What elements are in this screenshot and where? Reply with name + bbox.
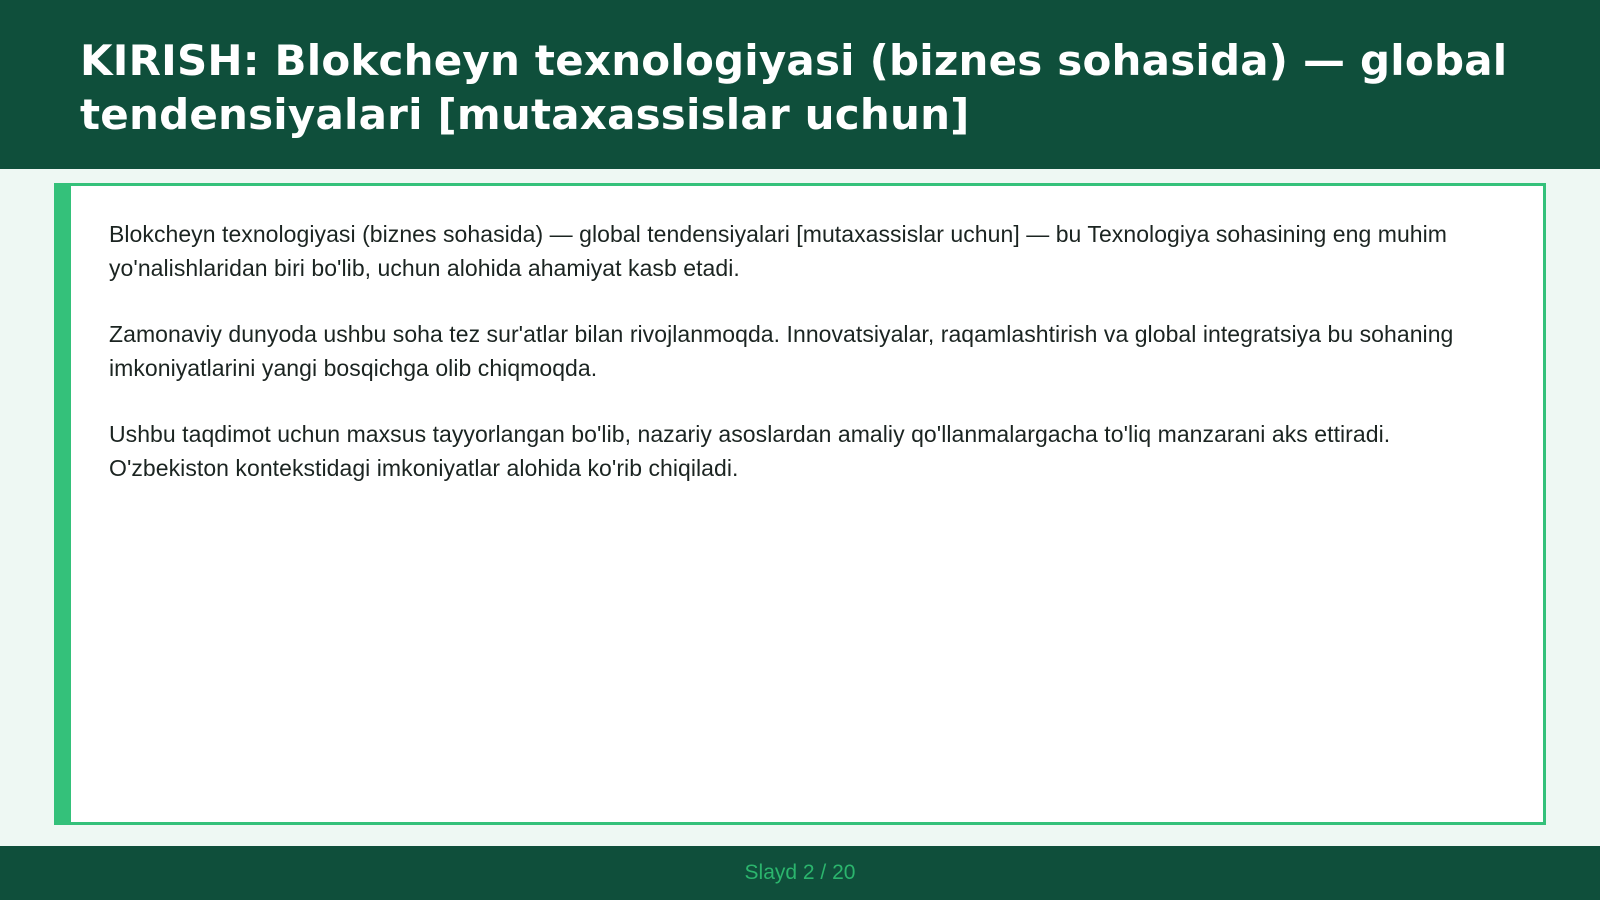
slide-number: Slayd 2 / 20 — [744, 861, 856, 884]
content-paragraph-3: Ushbu taqdimot uchun maxsus tayyorlangan bo'lib, nazariy asoslardan amaliy qo'llanmalargacha to'liq manzarani aks ettiradi. O'zbekiston kontekstidagi imkoniyatlar alohida ko'rib chiqiladi. — [109, 421, 1391, 481]
slide-header — [0, 0, 1600, 169]
content-paragraph-1: Blokcheyn texnologiyasi (biznes sohasida) — global tendensiyalari [mutaxassislar uchun] — bu Texnologiya sohasining eng muhim yo'nalishlaridan biri bo'lib, uchun alohida ahamiyat kasb etadi. — [109, 221, 1448, 281]
slide-title: KIRISH: Blokcheyn texnologiyasi (biznes sohasida) — global tendensiyalari [mutaxassislar uchun] — [80, 36, 1508, 139]
content-paragraph-2: Zamonaviy dunyoda ushbu soha tez sur'atlar bilan rivojlanmoqda. Innovatsiyalar, raqamlashtirish va global integratsiya bu sohaning imkoniyatlarini yangi bosqichga olib chiqmoqda. — [109, 321, 1454, 381]
content-card — [54, 183, 1546, 825]
slide-footer — [0, 846, 1600, 900]
